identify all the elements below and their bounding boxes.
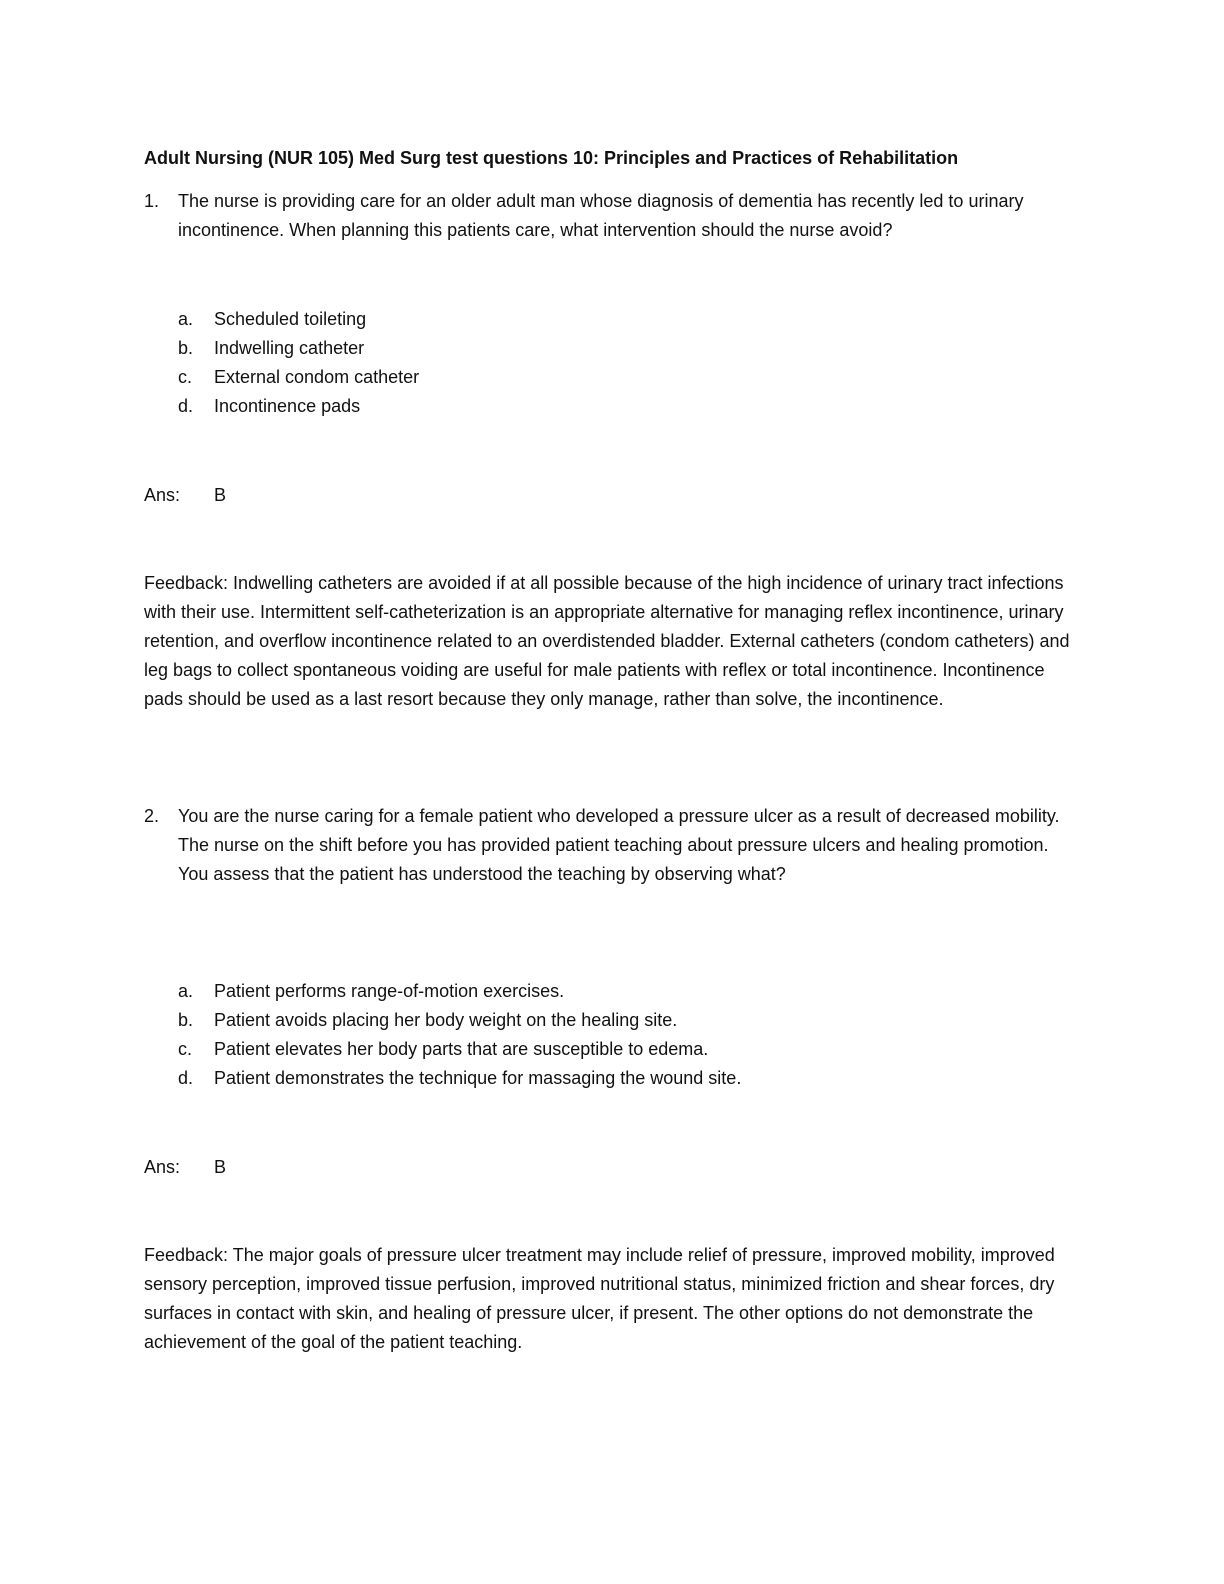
option-letter: b. xyxy=(178,338,194,358)
question-2-number: 2. xyxy=(144,806,160,826)
option-text: Patient elevates her body parts that are susceptible to edema. xyxy=(214,1039,709,1059)
option-letter: a. xyxy=(178,309,194,329)
option-letter: d. xyxy=(178,396,194,416)
option-text: Scheduled toileting xyxy=(214,309,367,329)
option-letter: c. xyxy=(178,367,193,387)
question-1-text: The nurse is providing care for an older adult man whose diagnosis of dementia has recently led to urinary incontinence. When planning this patients care, what intervention should the nurse avoid? xyxy=(178,191,1024,240)
question-2-answer-value: B xyxy=(214,1157,227,1177)
option-letter: b. xyxy=(178,1010,194,1030)
question-2-text: You are the nurse caring for a female patient who developed a pressure ulcer as a result of decreased mobility. The nurse on the shift before you has provided patient teaching about pressure ulcers and healing promotion. You assess that the patient has understood the teaching by observing what? xyxy=(178,806,1060,884)
option-text: Incontinence pads xyxy=(214,396,361,416)
option-text: Indwelling catheter xyxy=(214,338,365,358)
option-text: External condom catheter xyxy=(214,367,420,387)
question-1-answer-value: B xyxy=(214,485,227,505)
question-1-feedback: Feedback: Indwelling catheters are avoided if at all possible because of the high incidence of urinary tract infections with their use. Intermittent self-catheterization is an appropriate alternative for managing reflex incontinence, urinary retention, and overflow incontinence related to an overdistended bladder. External catheters (condom catheters) and leg bags to collect spontaneous voiding are useful for male patients with reflex or total incontinence. Incontinence pads should be used as a last resort because they only manage, rather than solve, the incontinence. xyxy=(144,573,1070,709)
option-letter: d. xyxy=(178,1068,194,1088)
option-letter: c. xyxy=(178,1039,193,1059)
question-1-number: 1. xyxy=(144,191,160,211)
document-title: Adult Nursing (NUR 105) Med Surg test questions 10: Principles and Practices of Rehabilitation xyxy=(144,148,959,168)
option-letter: a. xyxy=(178,981,194,1001)
question-2-feedback: Feedback: The major goals of pressure ulcer treatment may include relief of pressure, improved mobility, improved sensory perception, improved tissue perfusion, improved nutritional status, minimized friction and shear forces, dry surfaces in contact with skin, and healing of pressure ulcer, if present. The other options do not demonstrate the achievement of the goal of the patient teaching. xyxy=(144,1245,1055,1352)
question-2-answer-label: Ans: xyxy=(144,1157,181,1177)
option-text: Patient avoids placing her body weight on the healing site. xyxy=(214,1010,678,1030)
question-1-answer-label: Ans: xyxy=(144,485,181,505)
option-text: Patient performs range-of-motion exercises. xyxy=(214,981,565,1001)
option-text: Patient demonstrates the technique for massaging the wound site. xyxy=(214,1068,742,1088)
